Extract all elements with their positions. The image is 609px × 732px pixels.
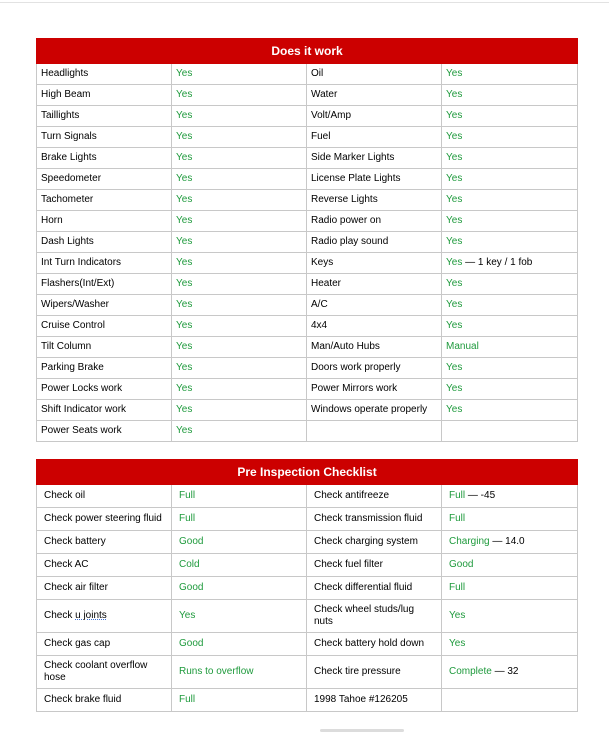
left-item: Check coolant overflow hose [37,656,172,689]
right-value-cell [442,485,578,508]
left-item: Check oil [37,485,172,508]
right-item: Volt/Amp [307,106,442,127]
right-value-cell [442,190,578,211]
left-value: Yes [172,379,307,400]
right-value: Yes [446,383,463,394]
right-value-cell [442,689,578,712]
table-row [37,379,578,400]
left-item: Int Turn Indicators [37,253,172,274]
left-value: Good [172,531,307,554]
table-row [37,169,578,190]
left-item [37,600,172,633]
right-value: Yes [446,404,463,415]
right-item: Radio power on [307,211,442,232]
right-value-cell [442,577,578,600]
right-value-cell [442,253,578,274]
right-item: Check antifreeze [307,485,442,508]
left-item: Shift Indicator work [37,400,172,421]
left-item: Wipers/Washer [37,295,172,316]
right-value-note: — 32 [491,666,519,677]
left-item: Speedometer [37,169,172,190]
right-value: Yes [446,89,463,100]
left-item: Power Seats work [37,421,172,442]
right-item: Radio play sound [307,232,442,253]
right-value: Yes [446,152,463,163]
right-item: Water [307,85,442,106]
spellcheck-underlined-text: u joints [75,610,107,621]
pre-inspection-title: Pre Inspection Checklist [37,460,578,485]
left-value: Yes [172,600,307,633]
left-item: High Beam [37,85,172,106]
table-row [37,106,578,127]
left-item: Taillights [37,106,172,127]
right-value-cell [442,148,578,169]
right-value-cell [442,127,578,148]
table-row [37,64,578,85]
table-row [37,274,578,295]
right-value: Yes [446,215,463,226]
table-row [37,358,578,379]
left-value: Yes [172,106,307,127]
right-value-cell [442,274,578,295]
right-value: Yes [446,110,463,121]
left-item: Turn Signals [37,127,172,148]
does-it-work-title: Does it work [37,39,578,64]
right-value: Yes [446,278,463,289]
table-row [37,337,578,358]
left-value: Good [172,633,307,656]
right-value: Full [449,582,466,593]
left-value: Yes [172,169,307,190]
table-row [37,531,578,554]
right-value-cell [442,379,578,400]
left-item: Dash Lights [37,232,172,253]
right-value-cell [442,316,578,337]
left-item: Cruise Control [37,316,172,337]
left-value: Yes [172,421,307,442]
table-row [37,421,578,442]
right-item: Oil [307,64,442,85]
right-value: Charging [449,536,490,547]
right-value: Full [449,513,466,524]
table-row [37,316,578,337]
right-value: Yes [446,173,463,184]
right-item: Check charging system [307,531,442,554]
left-value: Yes [172,190,307,211]
right-value-cell [442,600,578,633]
table-row [37,232,578,253]
right-value-cell [442,169,578,190]
left-value: Yes [172,64,307,85]
table-row [37,600,578,633]
left-value: Yes [172,337,307,358]
right-item: 4x4 [307,316,442,337]
table-row [37,633,578,656]
right-value-cell [442,554,578,577]
left-item: Parking Brake [37,358,172,379]
left-value: Cold [172,554,307,577]
right-value-cell [442,295,578,316]
page-top-divider [0,2,609,3]
right-value: Full [449,490,466,501]
right-value-cell [442,656,578,689]
right-value: Yes [446,131,463,142]
left-value: Yes [172,211,307,232]
right-item: Check transmission fluid [307,508,442,531]
left-value: Full [172,508,307,531]
right-value-note: — -45 [465,490,496,501]
right-value-cell [442,211,578,232]
right-value: Yes [446,257,463,268]
right-value: Yes [446,194,463,205]
right-value-cell [442,400,578,421]
right-value-cell [442,508,578,531]
right-value-cell [442,358,578,379]
right-item: Check wheel studs/lug nuts [307,600,442,633]
left-value: Runs to overflow [172,656,307,689]
right-value: Yes [446,68,463,79]
does-it-work-table [36,38,578,442]
left-value: Yes [172,400,307,421]
right-value-note: — 1 key / 1 fob [462,257,533,268]
right-item: Doors work properly [307,358,442,379]
right-item: 1998 Tahoe #126205 [307,689,442,712]
right-item: Reverse Lights [307,190,442,211]
right-value: Good [449,559,474,570]
left-value: Yes [172,253,307,274]
right-value: Yes [449,610,466,621]
table-row [37,400,578,421]
right-item: Keys [307,253,442,274]
table-row [37,127,578,148]
table-row [37,211,578,232]
right-value-note: — 14.0 [489,536,525,547]
right-value: Manual [446,341,479,352]
right-value-cell [442,106,578,127]
left-item: Check gas cap [37,633,172,656]
table-row [37,689,578,712]
right-value-cell [442,64,578,85]
right-item: License Plate Lights [307,169,442,190]
left-item: Check brake fluid [37,689,172,712]
right-value: Yes [446,320,463,331]
table-row [37,295,578,316]
table-row [37,508,578,531]
left-item: Check air filter [37,577,172,600]
left-value: Good [172,577,307,600]
left-item: Check power steering fluid [37,508,172,531]
right-value-cell [442,85,578,106]
left-value: Yes [172,85,307,106]
left-value: Full [172,485,307,508]
table-row [37,554,578,577]
right-value: Complete [449,666,492,677]
left-item: Tachometer [37,190,172,211]
right-item: Side Marker Lights [307,148,442,169]
left-item: Flashers(Int/Ext) [37,274,172,295]
left-value: Yes [172,316,307,337]
table-row [37,148,578,169]
right-value: Yes [446,236,463,247]
right-item: Check differential fluid [307,577,442,600]
right-item: Check battery hold down [307,633,442,656]
left-item: Power Locks work [37,379,172,400]
right-value-cell [442,337,578,358]
right-value-cell [442,232,578,253]
left-item: Check battery [37,531,172,554]
right-value-cell [442,531,578,554]
table-row [37,656,578,689]
right-item: Windows operate properly [307,400,442,421]
right-item: Check fuel filter [307,554,442,577]
table-row [37,85,578,106]
right-value-cell [442,421,578,442]
left-value: Yes [172,127,307,148]
right-item: Fuel [307,127,442,148]
right-item: Power Mirrors work [307,379,442,400]
right-value: Yes [446,362,463,373]
right-item: Heater [307,274,442,295]
left-value: Yes [172,358,307,379]
right-item [307,421,442,442]
left-item-prefix: Check [44,610,76,621]
left-item: Tilt Column [37,337,172,358]
left-value: Yes [172,274,307,295]
left-value: Yes [172,232,307,253]
right-value: Yes [446,299,463,310]
left-item: Check AC [37,554,172,577]
pre-inspection-table [36,459,578,712]
left-value: Yes [172,295,307,316]
right-item: Man/Auto Hubs [307,337,442,358]
right-value-cell [442,633,578,656]
table-row [37,485,578,508]
right-value: Yes [449,638,466,649]
left-item: Brake Lights [37,148,172,169]
table-row [37,190,578,211]
table-row [37,253,578,274]
right-item: A/C [307,295,442,316]
table-row [37,577,578,600]
left-item: Horn [37,211,172,232]
left-value: Full [172,689,307,712]
right-item: Check tire pressure [307,656,442,689]
left-item: Headlights [37,64,172,85]
left-value: Yes [172,148,307,169]
